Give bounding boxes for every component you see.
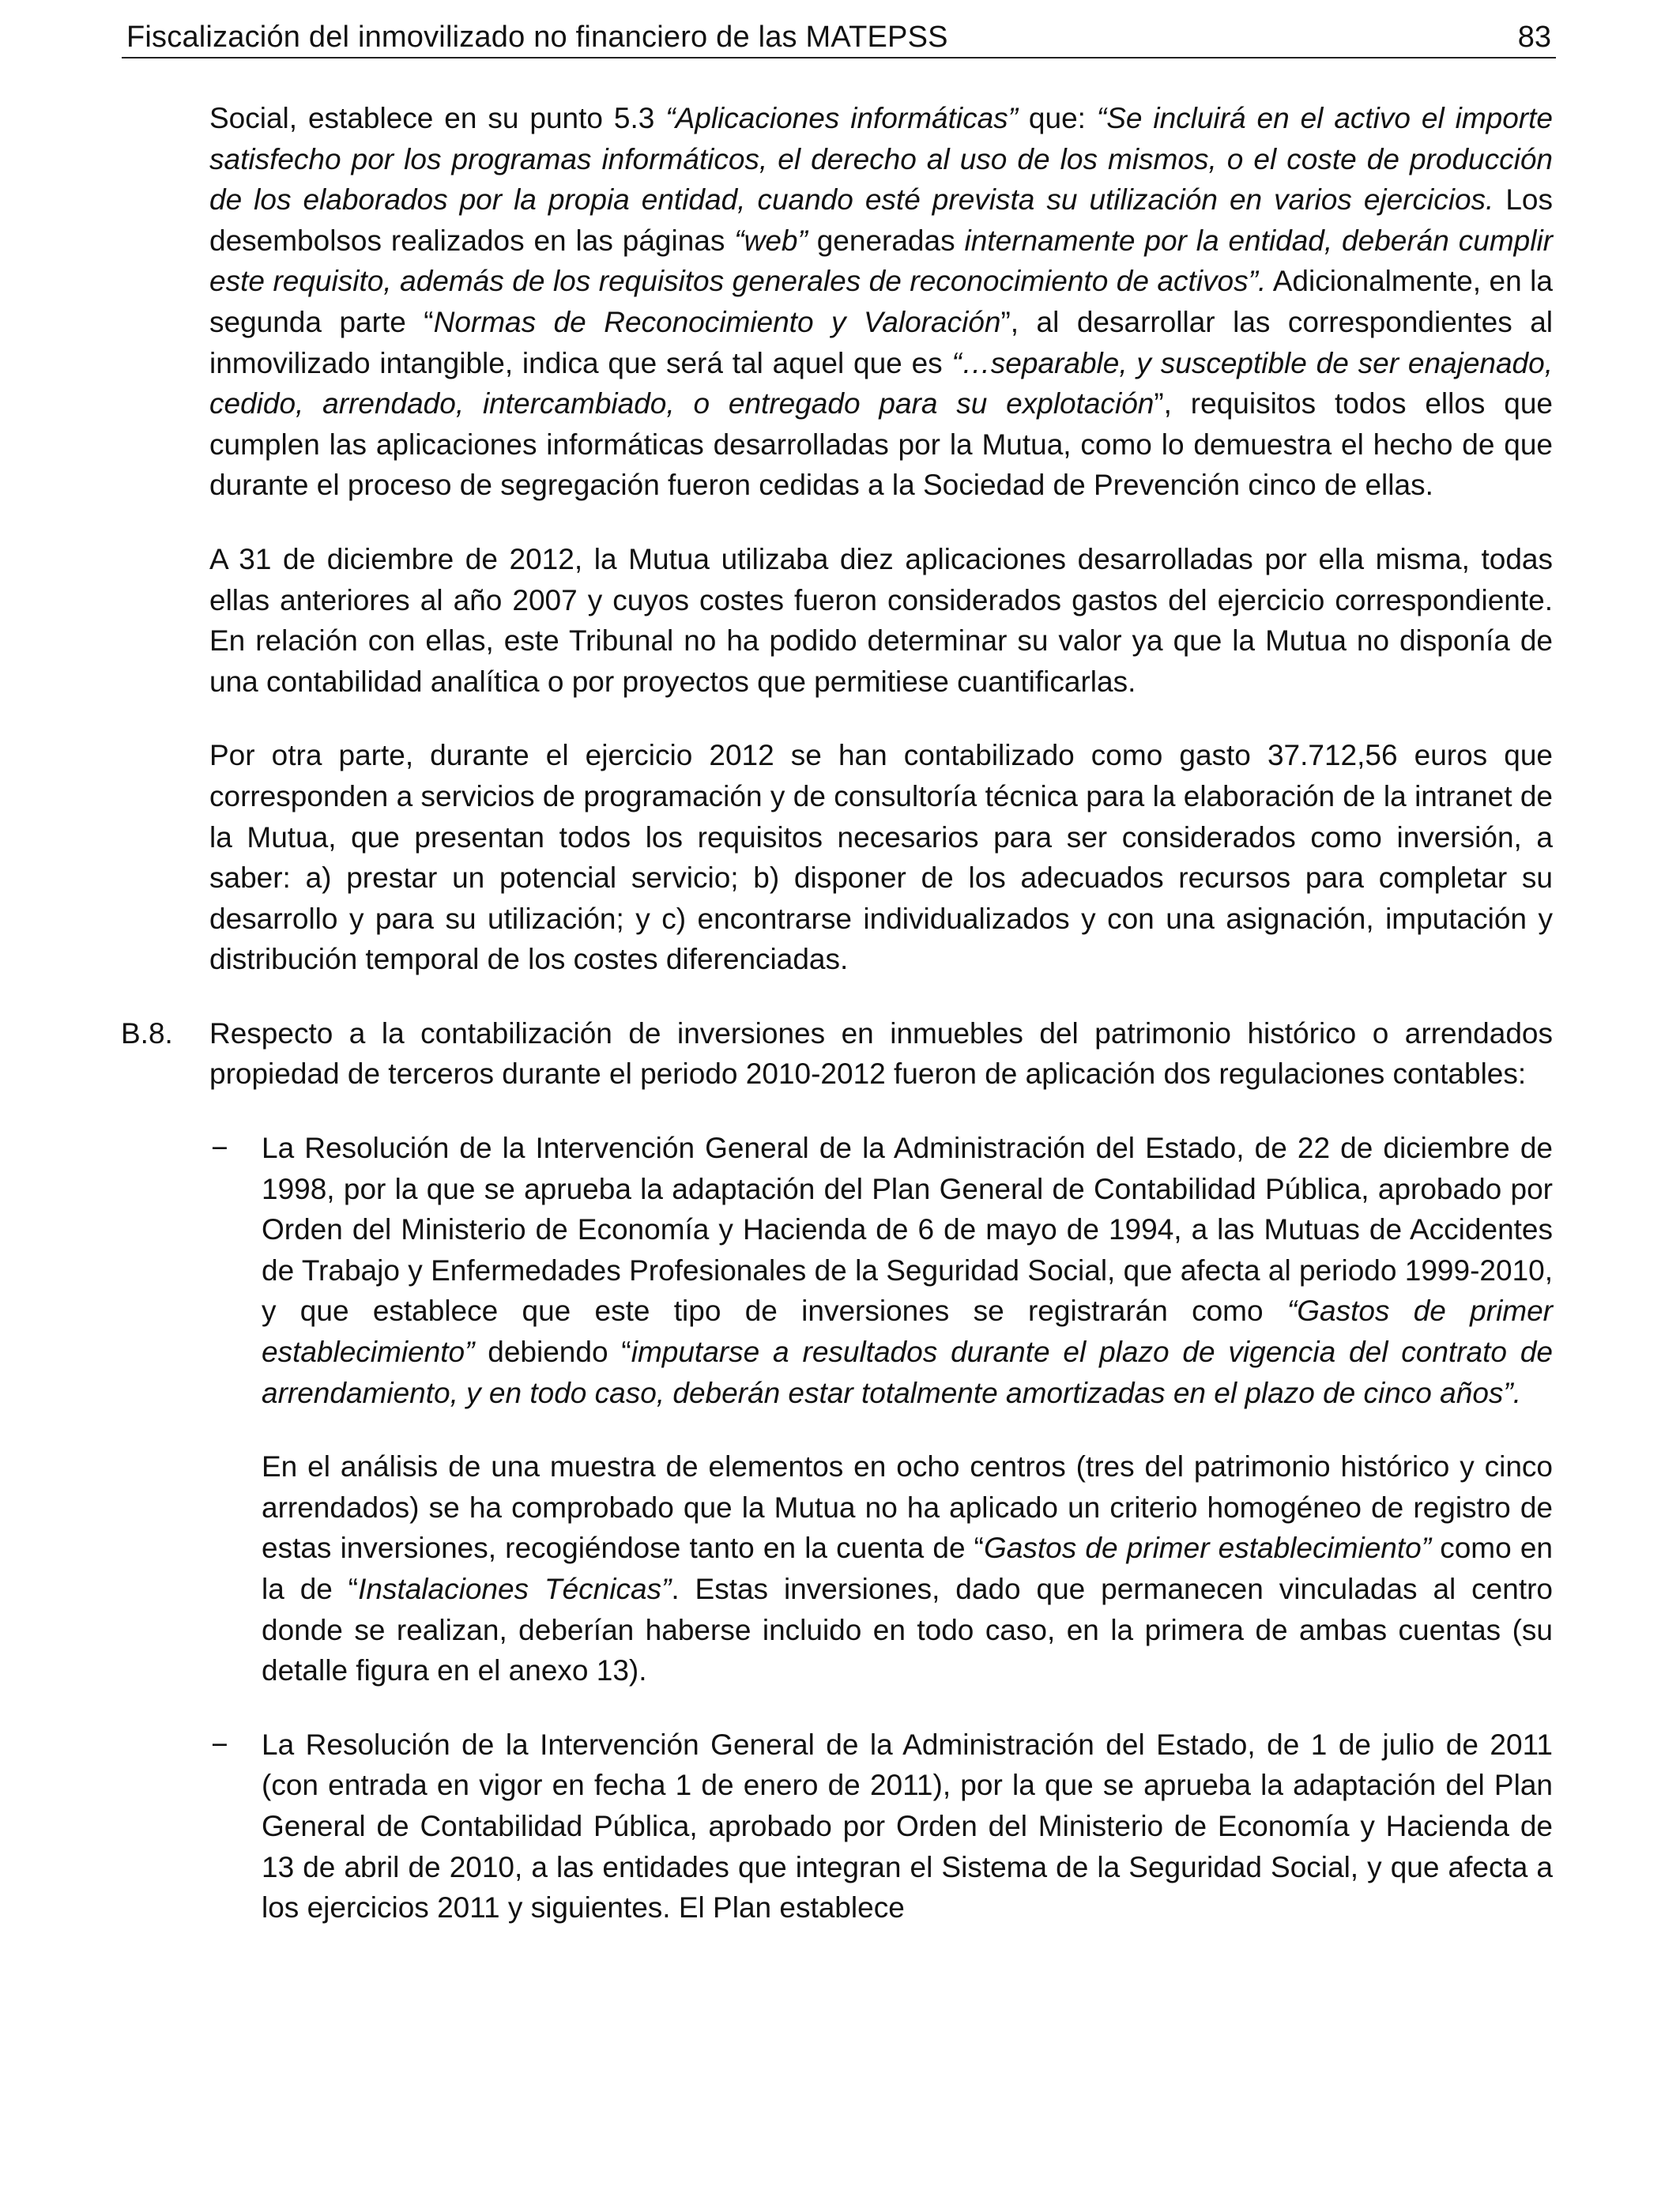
section-number: B.8.	[121, 1016, 173, 1050]
document-body	[121, 98, 1554, 1928]
italic-run: Normas de Reconocimiento y Valoración	[433, 305, 1001, 338]
page-number: 83	[1517, 21, 1551, 54]
text-run: La Resolución de la Intervención General de la Administración del Estado, de 22 de diciembre de 1998, por la que se aprueba la adaptación del Plan General de Contabilidad Pública, aprobado por Orden del Ministerio de Economía y Hacienda de 6 de mayo de 1994, a las Mutuas de Accidentes de Trabajo y Enfermedades Profesionales de la Seguridad Social, que afecta al periodo 1999-2010, y que establece que este tipo de inversiones se registrarán como	[262, 1132, 1553, 1328]
header-title: Fiscalización del inmovilizado no financiero de las MATEPSS	[126, 21, 948, 54]
paragraph-aplicaciones-informaticas	[209, 98, 1553, 506]
italic-run: “Gastos de primer establecimiento”	[262, 1295, 1554, 1369]
section-b8	[121, 1013, 1554, 1928]
text-run: como en la de “	[262, 1532, 1554, 1605]
text-run: Social, establece en su punto 5.3	[209, 102, 666, 134]
text-run: generadas	[807, 224, 965, 257]
italic-run: “web”	[734, 224, 808, 257]
italic-run: Gastos de primer establecimiento”	[984, 1532, 1432, 1565]
bullet-paragraph: La Resolución de la Intervención General de la Administración del Estado, de 1 de julio de 2011 (con entrada en vigor en fecha 1 de enero de 2011), por la que se aprueba la adaptación del Plan General de Contabilidad Pública, aprobado por Orden del Ministerio de Economía y Hacienda de 13 de abril de 2010, a las entidades que integran el Sistema de la Seguridad Social, y que afecta a los ejercicios 2011 y siguientes. El Plan establece	[262, 1728, 1553, 1924]
dash-bullet-icon: −	[211, 1132, 228, 1165]
bullet-paragraph	[262, 1128, 1553, 1413]
italic-run: “Se incluirá en el activo el importe satisfecho por los programas informáticos, el derecho al uso de los mismos, o el coste de producción de los elaborados por la propia entidad, cuando esté prevista su utilización en varios ejercicios.	[209, 102, 1553, 217]
text-run: que:	[1018, 102, 1097, 134]
italic-run: imputarse a resultados durante el plazo de vigencia del contrato de arrendamiento, y en todo caso, deberán estar totalmente amortizadas en el plazo de cinco años”.	[262, 1336, 1553, 1409]
text-run: . Estas inversiones, dado que permanecen vinculadas al centro donde se realizan, deberían haberse incluido en todo caso, en la primera de ambas cuentas (su detalle figura en el anexo 13).	[262, 1573, 1553, 1687]
list-item-resolucion-2011	[211, 1725, 1553, 1928]
text-run: Adicionalmente, en la segunda parte “	[209, 265, 1553, 338]
text-run: debiendo “	[474, 1336, 631, 1369]
list-item-resolucion-1998	[211, 1128, 1554, 1691]
paragraph-intranet-gasto: Por otra parte, durante el ejercicio 2012 se han contabilizado como gasto 37.712,56 euros que corresponden a servicios de programación y de consultoría técnica para la elaboración de la intranet de la Mutua, que presentan todos los requisitos necesarios para ser considerados como inversión, a saber: a) prestar un potencial servicio; b) disponer de los adecuados recursos para completar su desarrollo y para su utilización; y c) encontrarse individualizados y con una asignación, imputación y distribución temporal de los costes diferenciadas.	[209, 739, 1553, 976]
text-run: Los desembolsos realizados en las páginas	[209, 183, 1553, 257]
page-header	[122, 17, 1556, 58]
italic-run: “Aplicaciones informáticas”	[665, 102, 1018, 134]
text-run: ”, al desarrollar las correspondientes al inmovilizado intangible, indica que será tal aquel que es	[209, 305, 1554, 379]
italic-run: internamente por la entidad, deberán cumplir este requisito, además de los requisitos generales de reconocimiento de activos”.	[209, 224, 1553, 298]
italic-run: Instalaciones Técnicas”	[358, 1573, 672, 1605]
section-b8-intro: Respecto a la contabilización de inversiones en inmuebles del patrimonio histórico o arrendados propiedad de terceros durante el periodo 2010-2012 fueron de aplicación dos regulaciones contables:	[209, 1016, 1553, 1091]
dash-bullet-icon: −	[211, 1728, 228, 1761]
italic-run: “…separable, y susceptible de ser enajenado, cedido, arrendado, intercambiado, o entregado para su explotación	[209, 346, 1553, 420]
text-run: En el análisis de una muestra de elementos en ocho centros (tres del patrimonio histórico y cinco arrendados) se ha comprobado que la Mutua no ha aplicado un criterio homogéneo de registro de estas inversiones, recogiéndose tanto en la cuenta de “	[262, 1450, 1553, 1565]
paragraph-aplicaciones-2012: A 31 de diciembre de 2012, la Mutua utilizaba diez aplicaciones desarrolladas por ella misma, todas ellas anteriores al año 2007 y cuyos costes fueron considerados gastos del ejercicio correspondiente. En relación con ellas, este Tribunal no ha podido determinar su valor ya que la Mutua no disponía de una contabilidad analítica o por proyectos que permitiese cuantificarlas.	[209, 542, 1553, 698]
bullet-paragraph-analisis	[262, 1446, 1553, 1691]
text-run: ”, requisitos todos ellos que cumplen las aplicaciones informáticas desarrolladas por la Mutua, como lo demuestra el hecho de que durante el proceso de segregación fueron cedidas a la Sociedad de Prevención cinco de ellas.	[209, 387, 1553, 502]
